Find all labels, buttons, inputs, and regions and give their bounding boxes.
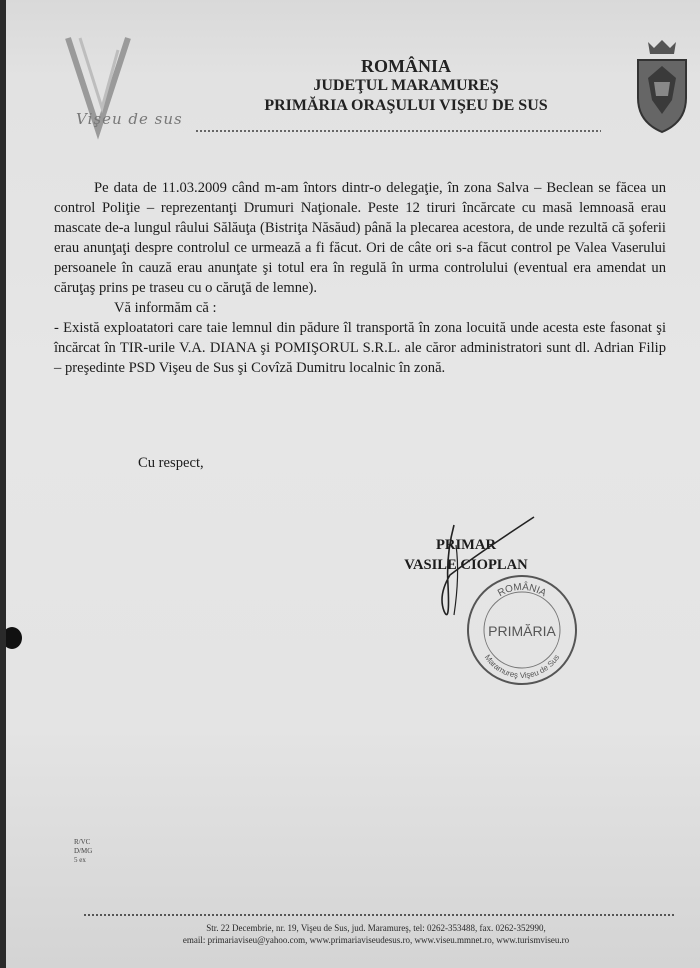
punch-hole <box>6 627 22 649</box>
footer-address: Str. 22 Decembrie, nr. 19, Vişeu de Sus, jud. Maramureş, tel: 0262-353488, fax. 0262-352990, <box>206 923 546 933</box>
stamp-top-text: ROMÂNIA <box>496 581 548 600</box>
official-stamp-icon <box>464 572 580 688</box>
footer-contacts: email: primariaviseu@yahoo.com, www.primariaviseudesus.ro, www.viseu.mmnet.ro, www.turismviseu.ro <box>182 935 570 945</box>
svg-text:ROMÂNIA <box>496 580 548 599</box>
footer <box>66 922 686 946</box>
stamp-bottom-text: Maramureş Vişeu de Sus <box>482 652 562 681</box>
ref-line: R/VC <box>74 838 91 846</box>
body-paragraph: Pe data de 11.03.2009 când m-am întors dintr-o delegaţie, în zona Salva – Beclean se făcea un control Poliţie – reprezentanţi Drumuri Naţionale. Peste 12 tiruri încărcate cu masă lemnoasă erau mascate de-a lungul râului Sălăuţa (Bistriţa Năsăud) până la plecarea acestora, de unde rezultă că şoferii erau anunţaţi despre controlul ce urmează a fi făcut. Ori de câte ori s-a făcut control pe Valea Vaserului persoanele în cauză erau anunţate şi totul era în regulă în urma controlului (eventual era amendat un căruţaş prins pe traseu cu o căruţă de lemne). <box>54 180 666 296</box>
reference-codes <box>74 838 92 865</box>
letter-body <box>54 178 666 378</box>
coat-of-arms-icon <box>632 38 692 136</box>
header-country: ROMÂNIA <box>361 56 451 76</box>
footer-divider <box>84 914 674 916</box>
document-page <box>6 0 700 968</box>
logo-text: Vişeu de sus <box>76 110 183 128</box>
signatory-title: PRIMAR <box>436 537 496 553</box>
header-divider <box>196 130 601 132</box>
ref-line: 5 ex <box>74 856 86 864</box>
closing-line: Cu respect, <box>138 455 204 471</box>
letterhead <box>206 56 606 116</box>
header-institution: PRIMĂRIA ORAŞULUI VIŞEU DE SUS <box>264 97 548 114</box>
stamp-center-text: PRIMĂRIA <box>488 623 556 639</box>
body-inform-line: Vă informăm că : <box>114 300 217 316</box>
ref-line: D/MG <box>74 847 93 855</box>
signatory-name: VASILE CIOPLAN <box>404 557 528 573</box>
header-county: JUDEŢUL MARAMUREŞ <box>313 77 499 94</box>
body-bullet: - Există exploatatori care taie lemnul din pădure îl transportă în zona locuită unde acesta este fasonat şi încărcat în TIR-urile V.A. DIANA şi POMIŞORUL S.R.L. ale căror administratori sunt dl. Adrian Filip – preşedinte PSD Vişeu de Sus şi Covîză Dumitru localnic în zonă. <box>54 320 666 376</box>
